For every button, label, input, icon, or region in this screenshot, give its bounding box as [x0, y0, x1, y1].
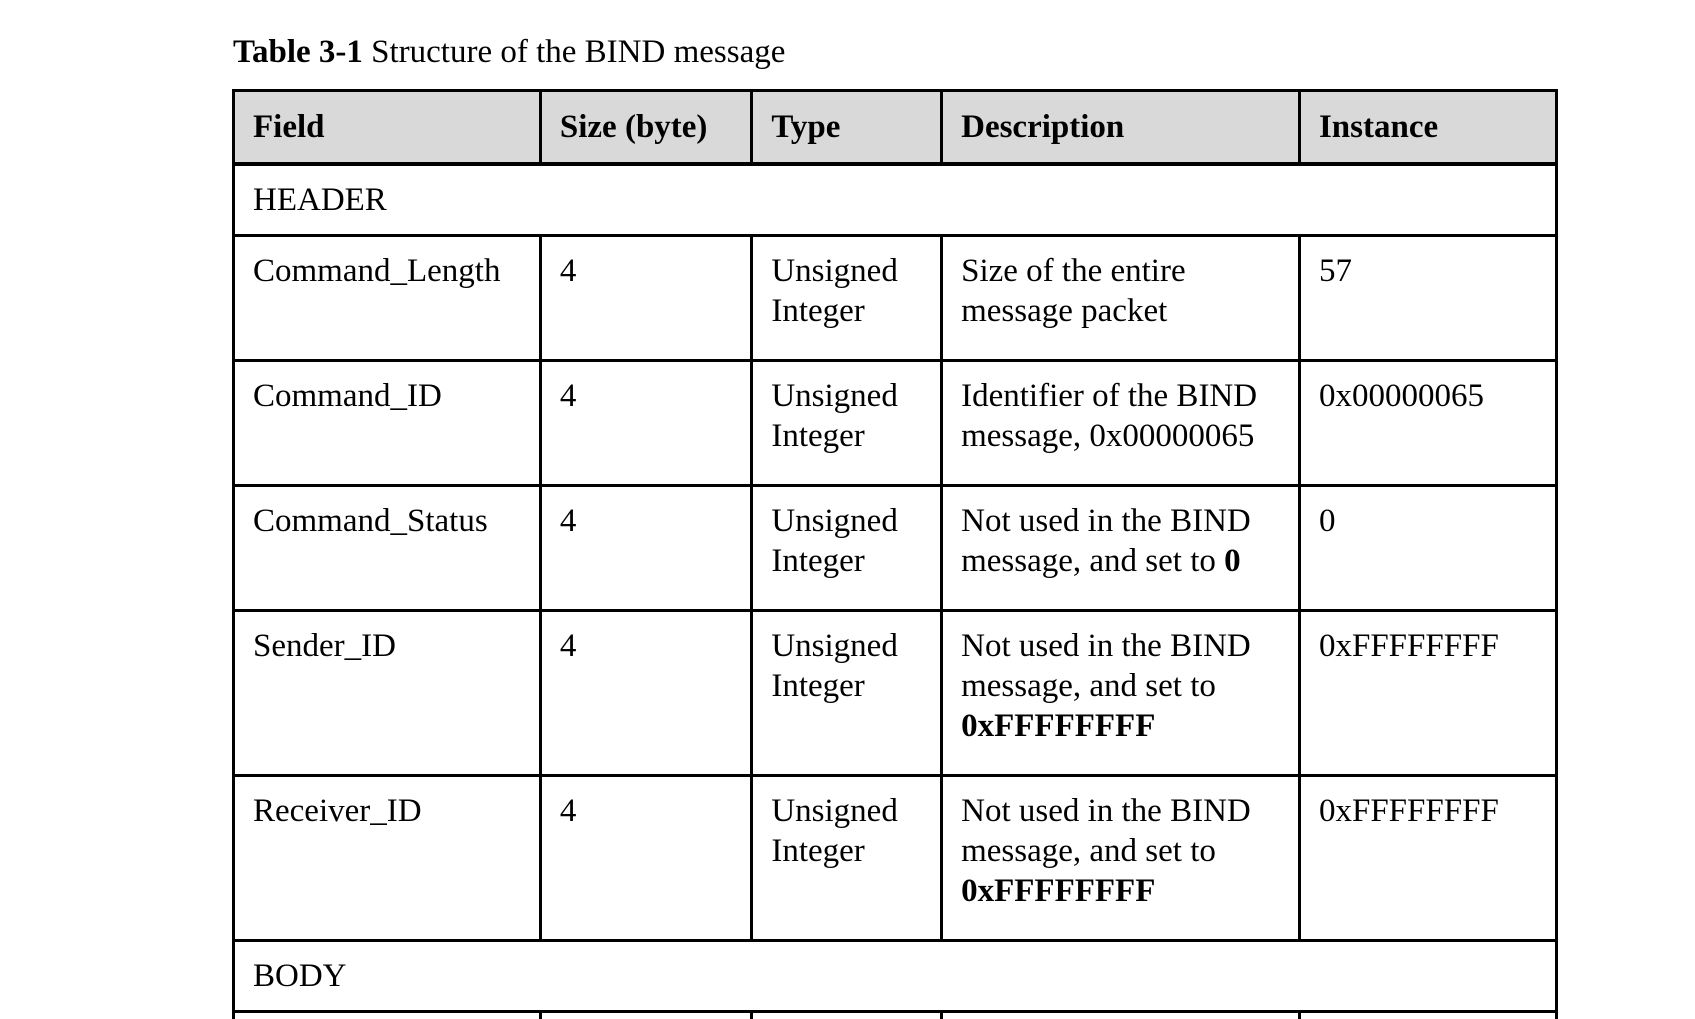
column-header-size: Size (byte) — [540, 91, 751, 165]
cell-size: 4 — [540, 776, 751, 941]
column-header-instance: Instance — [1299, 91, 1556, 165]
cell-field: Command_ID — [234, 361, 541, 486]
table-row — [234, 611, 1557, 776]
cell-type: Unsigned Integer — [752, 236, 942, 361]
table-row — [234, 776, 1557, 941]
description-text: Size of the entire message packet — [961, 253, 1186, 329]
column-header-field: Field — [234, 91, 541, 165]
cell-field: Sender_ID — [234, 611, 541, 776]
description-bold-value: 0xFFFFFFFF — [961, 708, 1155, 744]
cell-type: Unsigned Integer — [752, 776, 942, 941]
bind-message-table — [232, 89, 1558, 1019]
description-text: Not used in the BIND message, and set to — [961, 503, 1251, 579]
cut-cell — [1299, 1012, 1556, 1019]
cell-instance: 0x00000065 — [1299, 361, 1556, 486]
cell-type: Unsigned Integer — [752, 611, 942, 776]
table-title: Structure of the BIND message — [371, 34, 785, 70]
cell-field: Command_Status — [234, 486, 541, 611]
cell-field: Command_Length — [234, 236, 541, 361]
cell-size: 4 — [540, 611, 751, 776]
description-bold-value: 0 — [1224, 543, 1241, 579]
column-header-type: Type — [752, 91, 942, 165]
cell-type: Unsigned Integer — [752, 361, 942, 486]
cut-cell — [752, 1012, 942, 1019]
cell-description — [942, 361, 1300, 486]
table-row — [234, 236, 1557, 361]
table-number: Table 3-1 — [233, 34, 363, 70]
cell-description — [942, 236, 1300, 361]
section-row-header — [234, 164, 1557, 236]
cell-description — [942, 611, 1300, 776]
description-text: Not used in the BIND message, and set to — [961, 793, 1251, 869]
cell-size: 4 — [540, 361, 751, 486]
cell-instance: 0xFFFFFFFF — [1299, 611, 1556, 776]
cell-type: Unsigned Integer — [752, 486, 942, 611]
cell-size: 4 — [540, 236, 751, 361]
cell-field: Receiver_ID — [234, 776, 541, 941]
cell-instance: 57 — [1299, 236, 1556, 361]
cut-cell — [234, 1012, 541, 1019]
table-row — [234, 361, 1557, 486]
table-row-cut-off — [234, 1012, 1557, 1019]
table-caption — [233, 30, 785, 74]
cell-size: 4 — [540, 486, 751, 611]
description-text: Identifier of the BIND message, 0x00000065 — [961, 378, 1257, 454]
description-text: Not used in the BIND message, and set to — [961, 628, 1251, 704]
table-row — [234, 486, 1557, 611]
section-label-header: HEADER — [234, 164, 1557, 236]
section-label-body: BODY — [234, 941, 1557, 1012]
table-header-row — [234, 91, 1557, 165]
cut-cell — [540, 1012, 751, 1019]
column-header-description: Description — [942, 91, 1300, 165]
description-bold-value: 0xFFFFFFFF — [961, 873, 1155, 909]
cell-instance: 0 — [1299, 486, 1556, 611]
cell-description — [942, 486, 1300, 611]
cell-description — [942, 776, 1300, 941]
cut-cell — [942, 1012, 1300, 1019]
cell-instance: 0xFFFFFFFF — [1299, 776, 1556, 941]
section-row-body — [234, 941, 1557, 1012]
